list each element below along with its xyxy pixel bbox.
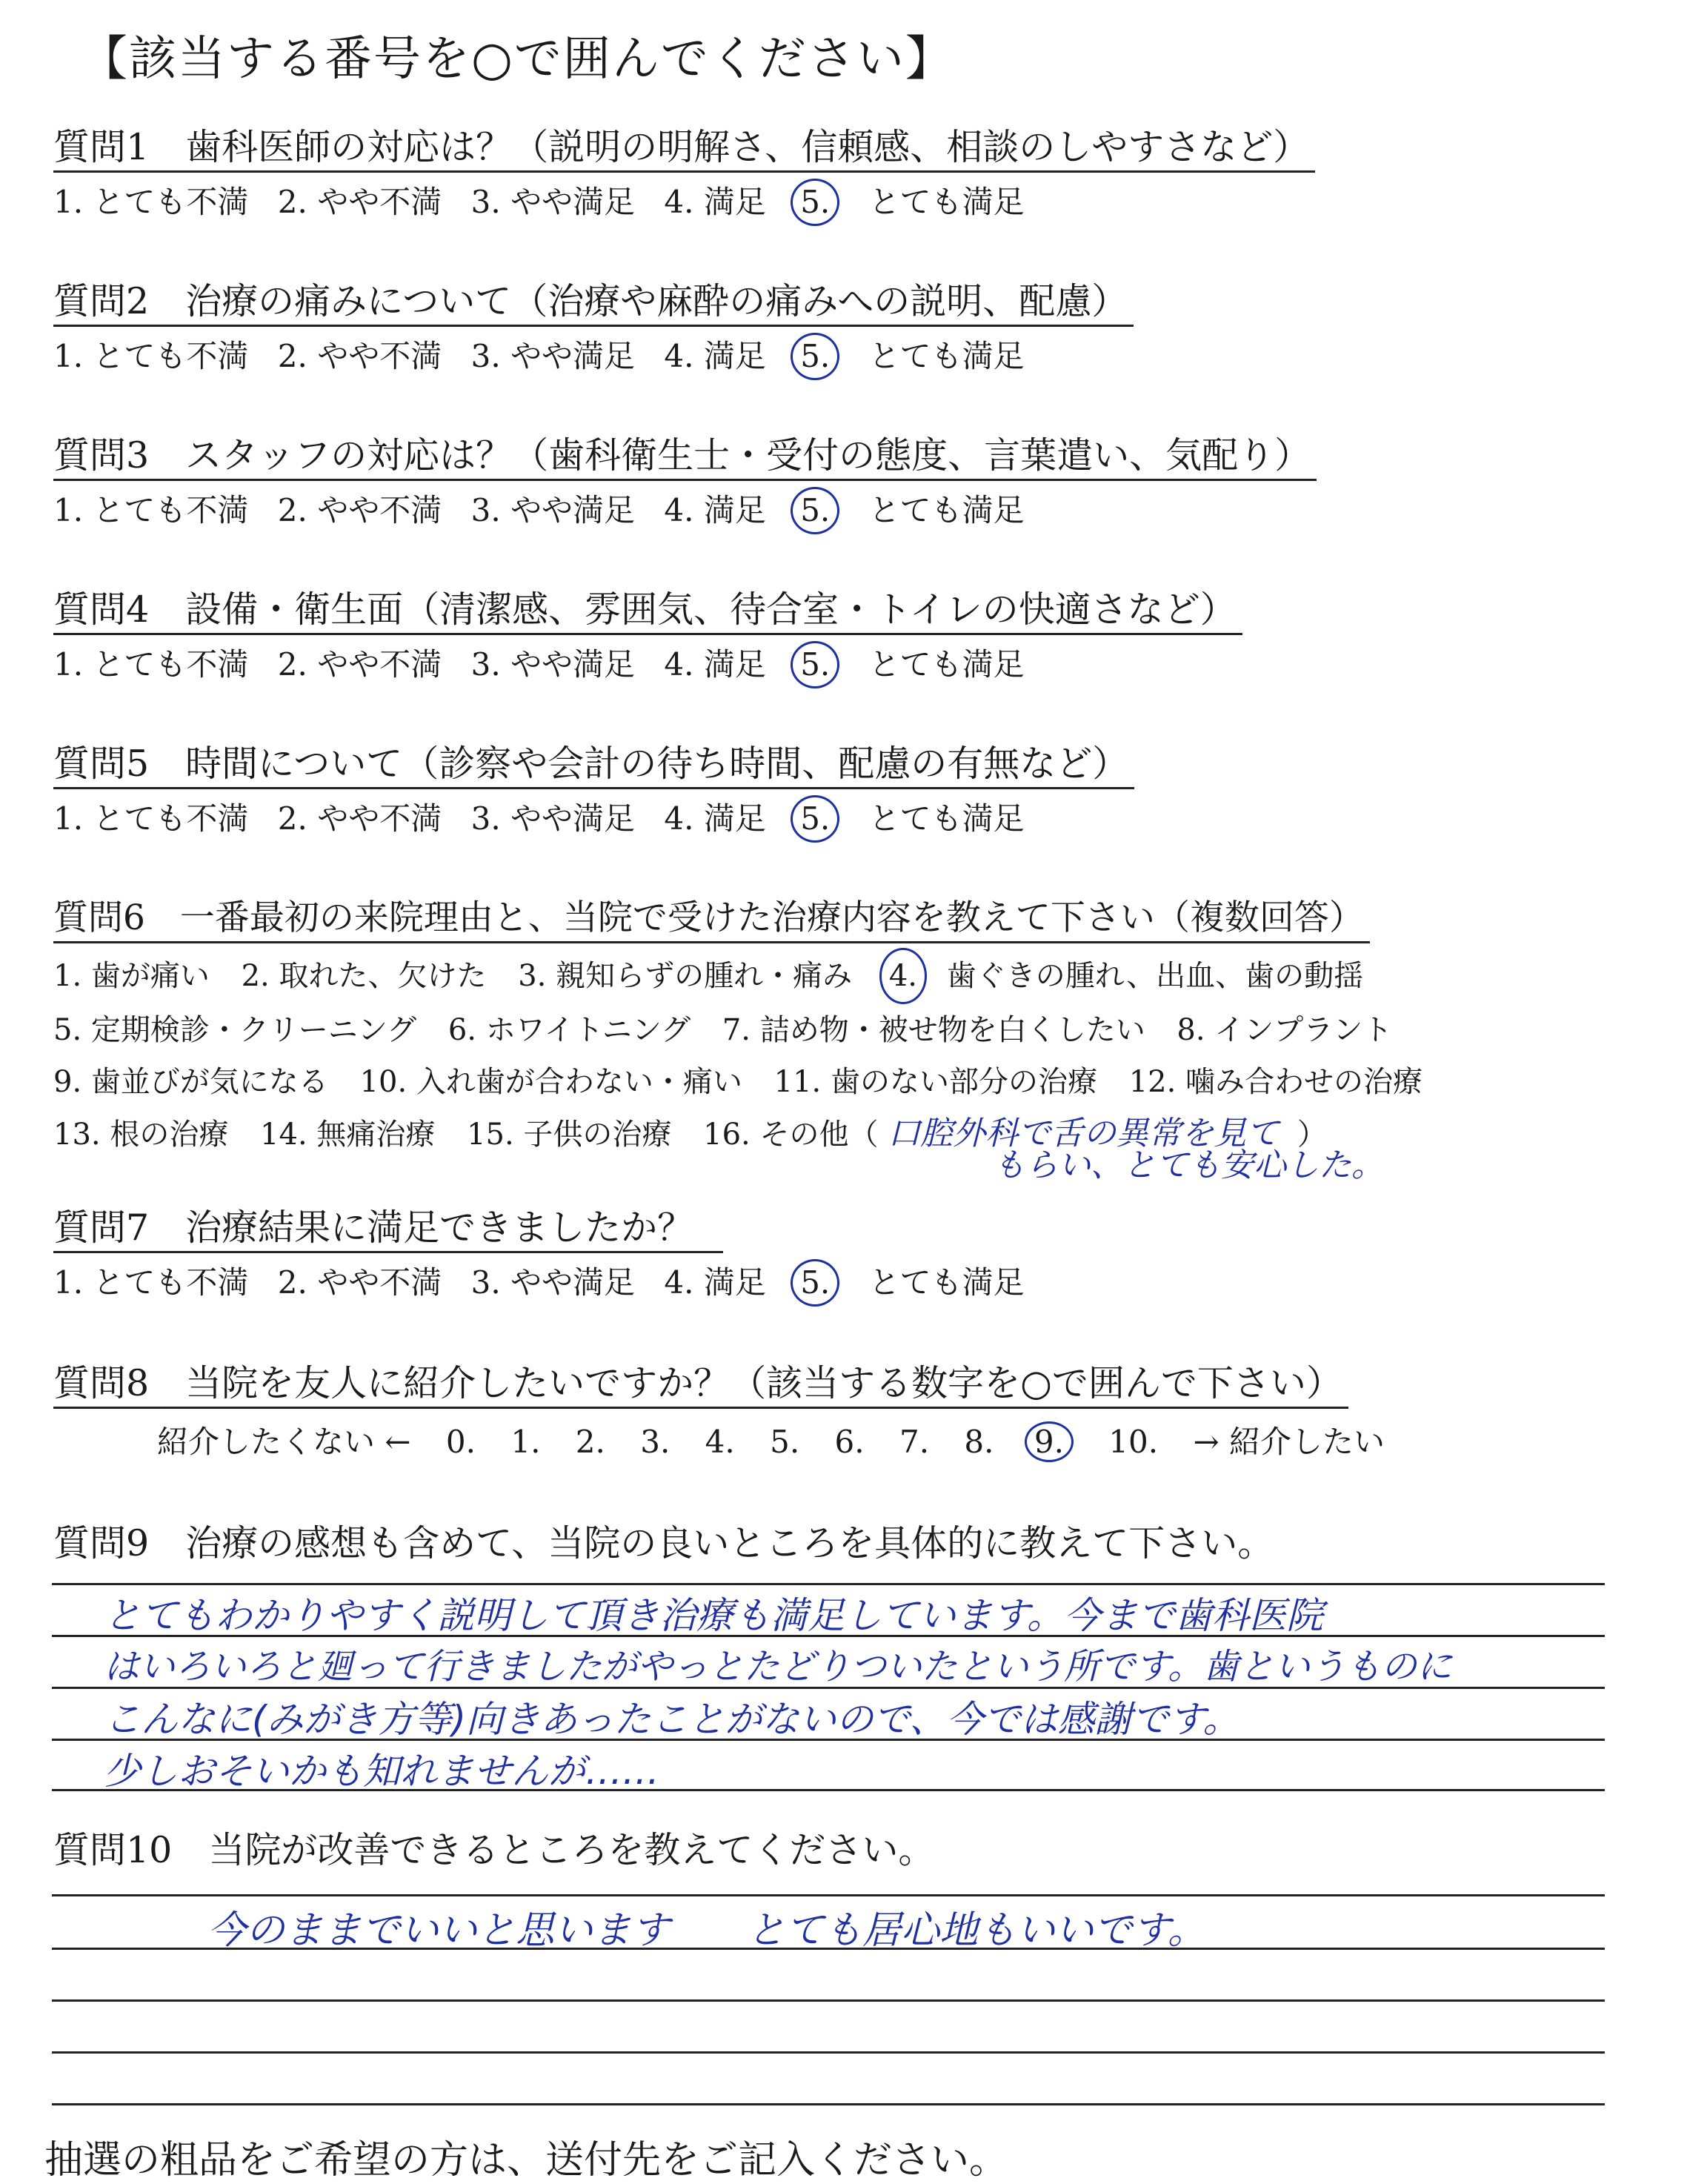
question-6 xyxy=(53,895,1445,1161)
scale-5[interactable]: 5. xyxy=(770,1424,800,1460)
option-1[interactable]: 1. とても不満 xyxy=(53,800,249,837)
scale-1[interactable]: 1. xyxy=(510,1424,541,1460)
option-4[interactable]: 4. 満足 xyxy=(664,1264,766,1301)
option-4[interactable]: 4. 満足 xyxy=(664,338,766,374)
option-2[interactable]: 2. やや不満 xyxy=(277,646,442,683)
option-2[interactable]: 2. やや不満 xyxy=(277,800,442,837)
question-7 xyxy=(53,1205,1044,1307)
option-3[interactable]: 3. やや満足 xyxy=(470,1264,636,1301)
question-5-options xyxy=(53,795,1134,843)
q6-option-6[interactable]: 6. ホワイトニング xyxy=(447,1013,691,1047)
option-3[interactable]: 3. やや満足 xyxy=(470,646,636,683)
option-4[interactable]: 4. 満足 xyxy=(664,800,766,837)
question-7-title: 質問7 治療結果に満足できましたか？ xyxy=(53,1205,723,1253)
answer-line xyxy=(52,1583,1605,1585)
option-2[interactable]: 2. やや不満 xyxy=(277,338,442,374)
q6-option-10[interactable]: 10. 入れ歯が合わない・痛い xyxy=(359,1065,742,1099)
question-8-title: 質問8 当院を友人に紹介したいですか？（該当する数字を○で囲んで下さい） xyxy=(53,1361,1348,1409)
question-4-title: 質問4 設備・衛生面（清潔感、雰囲気、待合室・トイレの快適さなど） xyxy=(53,587,1242,635)
q9-answer-line-4[interactable]: 少しおそいかも知れませんが…… xyxy=(104,1750,659,1793)
option-1[interactable]: 1. とても不満 xyxy=(53,1264,249,1301)
question-6-options xyxy=(53,948,1445,1161)
option-5-circled[interactable]: 5. xyxy=(791,795,839,843)
q6-option-15[interactable]: 15. 子供の治療 xyxy=(467,1118,672,1152)
option-5-label: とても満足 xyxy=(868,184,1025,220)
option-5-label: とても満足 xyxy=(868,492,1025,528)
question-1-title: 質問1 歯科医師の対応は？（説明の明解さ、信頼感、相談のしやすさなど） xyxy=(53,125,1315,173)
scale-9-circled[interactable]: 9. xyxy=(1025,1421,1074,1462)
option-3[interactable]: 3. やや満足 xyxy=(470,338,636,374)
q6-option-5[interactable]: 5. 定期検診・クリーニング xyxy=(53,1013,417,1047)
question-8 xyxy=(53,1361,1410,1462)
q6-option-11[interactable]: 11. 歯のない部分の治療 xyxy=(773,1065,1097,1099)
question-1 xyxy=(53,125,1315,226)
option-5-label: とても満足 xyxy=(868,800,1025,837)
answer-line xyxy=(52,2103,1605,2105)
option-1[interactable]: 1. とても不満 xyxy=(53,338,249,374)
answer-line xyxy=(52,1999,1605,2002)
q10-answer-line-1[interactable]: 今のままでいいと思います とても居心地もいいです。 xyxy=(207,1908,1206,1953)
option-5-circled[interactable]: 5. xyxy=(791,641,839,688)
q6-other-handwriting-2: もらい、とても安心した。 xyxy=(993,1146,1384,1184)
question-3-options xyxy=(53,487,1317,534)
option-3[interactable]: 3. やや満足 xyxy=(470,492,636,528)
question-3 xyxy=(53,433,1317,534)
option-5-circled[interactable]: 5. xyxy=(791,333,839,380)
option-2[interactable]: 2. やや不満 xyxy=(277,184,442,220)
q9-answer-line-1[interactable]: とてもわかりやすく説明して頂き治療も満足しています。今まで歯科医院 xyxy=(104,1594,1323,1637)
scale-3[interactable]: 3. xyxy=(640,1424,671,1460)
scale-0[interactable]: 0. xyxy=(445,1424,476,1460)
question-4 xyxy=(53,587,1242,688)
question-5-title: 質問5 時間について（診察や会計の待ち時間、配慮の有無など） xyxy=(53,741,1134,789)
option-4[interactable]: 4. 満足 xyxy=(664,492,766,528)
option-1[interactable]: 1. とても不満 xyxy=(53,492,249,528)
question-2-title: 質問2 治療の痛みについて（治療や麻酔の痛みへの説明、配慮） xyxy=(53,279,1134,327)
option-5-label: とても満足 xyxy=(868,646,1025,683)
option-1[interactable]: 1. とても不満 xyxy=(53,646,249,683)
q6-option-4-label: 歯ぐきの腫れ、出血、歯の動揺 xyxy=(946,959,1364,993)
question-6-title: 質問6 一番最初の来院理由と、当院で受けた治療内容を教えて下さい（複数回答） xyxy=(53,895,1370,943)
question-4-options xyxy=(53,641,1242,688)
question-2 xyxy=(53,279,1134,380)
question-6-row-3 xyxy=(53,1056,1445,1108)
question-5 xyxy=(53,741,1134,843)
q6-option-7[interactable]: 7. 詰め物・被せ物を白くしたい xyxy=(722,1013,1145,1047)
question-7-options xyxy=(53,1259,1044,1307)
scale-4[interactable]: 4. xyxy=(705,1424,735,1460)
q6-option-2[interactable]: 2. 取れた、欠けた xyxy=(241,959,487,993)
option-3[interactable]: 3. やや満足 xyxy=(470,184,636,220)
question-10 xyxy=(53,1828,940,1873)
question-6-row-2 xyxy=(53,1004,1445,1056)
q9-answer-line-2[interactable]: はいろいろと廻って行きましたがやっとたどりついたという所です。歯というものに xyxy=(104,1646,1453,1687)
q9-answer-line-3[interactable]: こんなに(みがき方等)向きあったことがないので、今では感謝です。 xyxy=(104,1698,1240,1741)
scale-7[interactable]: 7. xyxy=(899,1424,930,1460)
option-4[interactable]: 4. 満足 xyxy=(664,184,766,220)
footer-note: 抽選の粗品をご希望の方は、送付先をご記入ください。 xyxy=(44,2138,1008,2183)
q6-option-8[interactable]: 8. インプラント xyxy=(1177,1013,1393,1047)
q6-option-16[interactable]: 16. その他（ xyxy=(703,1118,879,1152)
option-5-circled[interactable]: 5. xyxy=(791,487,839,534)
option-4[interactable]: 4. 満足 xyxy=(664,646,766,683)
question-9-title: 質問9 治療の感想も含めて、当院の良いところを具体的に教えて下さい。 xyxy=(53,1522,1274,1564)
q6-other-handwriting-1: 口腔外科で舌の異常を見て xyxy=(888,1115,1280,1152)
q6-option-13[interactable]: 13. 根の治療 xyxy=(53,1118,229,1152)
q6-other-close-paren: ） xyxy=(1297,1118,1327,1152)
q6-option-4-circled[interactable]: 4. xyxy=(879,948,927,1004)
page-heading: 【該当する番号を○で囲んでください】 xyxy=(80,32,954,87)
option-5-circled[interactable]: 5. xyxy=(791,179,839,226)
option-2[interactable]: 2. やや不満 xyxy=(277,1264,442,1301)
question-8-scale xyxy=(157,1418,1410,1462)
scale-left-label: 紹介したくない ← xyxy=(157,1424,411,1460)
question-10-title: 質問10 当院が改善できるところを教えてください。 xyxy=(53,1829,935,1871)
question-1-options xyxy=(53,179,1315,226)
q6-option-1[interactable]: 1. 歯が痛い xyxy=(53,959,210,993)
question-3-title: 質問3 スタッフの対応は？（歯科衛生士・受付の態度、言葉遣い、気配り） xyxy=(53,433,1317,481)
option-1[interactable]: 1. とても不満 xyxy=(53,184,249,220)
answer-line xyxy=(52,2051,1605,2054)
option-5-circled[interactable]: 5. xyxy=(791,1259,839,1307)
option-2[interactable]: 2. やや不満 xyxy=(277,492,442,528)
q6-option-14[interactable]: 14. 無痛治療 xyxy=(260,1118,436,1152)
q6-option-9[interactable]: 9. 歯並びが気になる xyxy=(53,1065,328,1099)
question-2-options xyxy=(53,333,1134,380)
scale-right-label: → 紹介したい xyxy=(1193,1424,1385,1460)
option-5-label: とても満足 xyxy=(868,1264,1025,1301)
answer-line xyxy=(52,1894,1605,1896)
option-3[interactable]: 3. やや満足 xyxy=(470,800,636,837)
scale-6[interactable]: 6. xyxy=(834,1424,865,1460)
option-5-label: とても満足 xyxy=(868,338,1025,374)
question-9 xyxy=(53,1521,1280,1567)
question-6-row-1 xyxy=(53,948,1445,1004)
q6-option-12[interactable]: 12. 噛み合わせの治療 xyxy=(1128,1065,1423,1099)
q6-option-3[interactable]: 3. 親知らずの腫れ・痛み xyxy=(518,959,853,993)
scale-8[interactable]: 8. xyxy=(964,1424,994,1460)
scale-10[interactable]: 10. xyxy=(1108,1424,1159,1460)
scale-2[interactable]: 2. xyxy=(575,1424,605,1460)
